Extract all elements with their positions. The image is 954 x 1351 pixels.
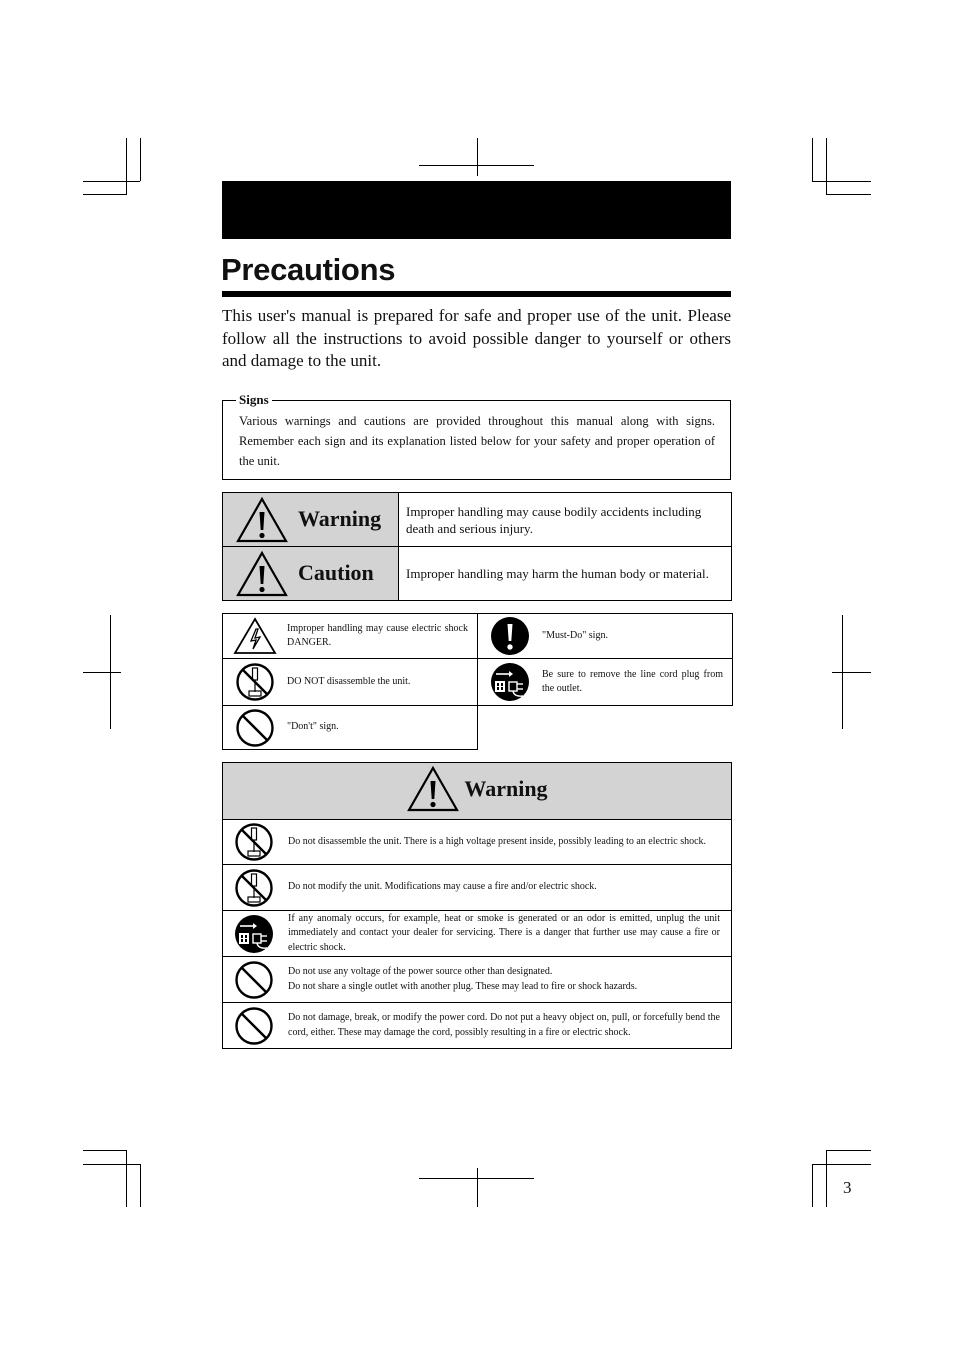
legend-empty-cell [478, 706, 733, 750]
header-banner [222, 181, 731, 239]
electric-shock-icon [233, 617, 277, 655]
legend-shock [223, 614, 478, 659]
prohibited-icon [234, 1006, 274, 1046]
page-number: 3 [843, 1178, 852, 1197]
warning-item-text: Do not modify the unit. Modifications may cause a fire and/or electric shock. [285, 865, 732, 911]
warning-level-label: Warning [223, 493, 399, 547]
legend-no-disassemble [223, 659, 478, 706]
caution-level-row [223, 547, 732, 601]
legend-dont-text: "Don't" sign. [287, 721, 339, 733]
page-title: Precautions [221, 252, 396, 287]
caution-level-description: Improper handling may harm the human body or material. [399, 547, 732, 601]
must-do-icon [490, 616, 530, 656]
warning-item [223, 911, 732, 957]
warning-item [223, 865, 732, 911]
legend-unplug [478, 659, 733, 706]
sign-legend-table [222, 613, 733, 750]
warning-triangle-icon [406, 765, 460, 813]
legend-unplug-text: Be sure to remove the line cord plug from the outlet. [542, 668, 723, 694]
no-disassemble-icon [235, 662, 275, 702]
warning-item-text: If any anomaly occurs, for example, heat or smoke is generated or an odor is emitted, unplug the unit immediately and contact your dealer for servicing. There is a danger that further use may cause a fire or electric shock. [285, 911, 732, 957]
caution-level-label: Caution [223, 547, 399, 601]
warning-list-title: Warning [464, 775, 548, 801]
warning-list-header [223, 763, 732, 820]
no-disassemble-icon [234, 868, 274, 908]
warning-triangle-icon [235, 550, 289, 598]
hazard-level-table [222, 492, 732, 601]
signs-title: Signs [236, 392, 272, 408]
warning-triangle-icon [235, 496, 289, 544]
prohibited-icon [235, 708, 275, 748]
signs-text: Various warnings and cautions are provided throughout this manual along with signs. Remember each sign and its explanation listed below for your safety and proper operation of the unit. [239, 414, 715, 468]
warning-item [223, 957, 732, 1003]
no-disassemble-icon [234, 822, 274, 862]
unplug-icon [234, 914, 274, 954]
warning-item-text: Do not use any voltage of the power source other than designated. Do not share a single outlet with another plug. These may lead to fire or shock hazards. [285, 957, 732, 1003]
warning-list-table [222, 762, 732, 1049]
legend-no-disassemble-text: DO NOT disassemble the unit. [287, 675, 411, 687]
warning-item-text: Do not damage, break, or modify the power cord. Do not put a heavy object on, pull, or forcefully bend the cord, either. These may damage the cord, possibly resulting in a fire or electric shock. [285, 1003, 732, 1049]
intro-paragraph: This user's manual is prepared for safe and proper use of the unit. Please follow all the instructions to avoid possible danger to yourself or others and damage to the unit. [222, 306, 731, 370]
warning-item [223, 1003, 732, 1049]
prohibited-icon [234, 960, 274, 1000]
warning-level-row [223, 493, 732, 547]
legend-shock-text: Improper handling may cause electric shock DANGER. [287, 622, 468, 648]
legend-dont [223, 706, 478, 750]
warning-item [223, 820, 732, 865]
unplug-icon [490, 662, 530, 702]
warning-item-text: Do not disassemble the unit. There is a high voltage present inside, possibly leading to an electric shock. [285, 820, 732, 865]
legend-must-do-text: "Must-Do" sign. [542, 629, 608, 641]
warning-level-description: Improper handling may cause bodily accidents including death and serious injury. [399, 493, 732, 547]
title-underline [222, 291, 731, 297]
legend-must-do [478, 614, 733, 659]
